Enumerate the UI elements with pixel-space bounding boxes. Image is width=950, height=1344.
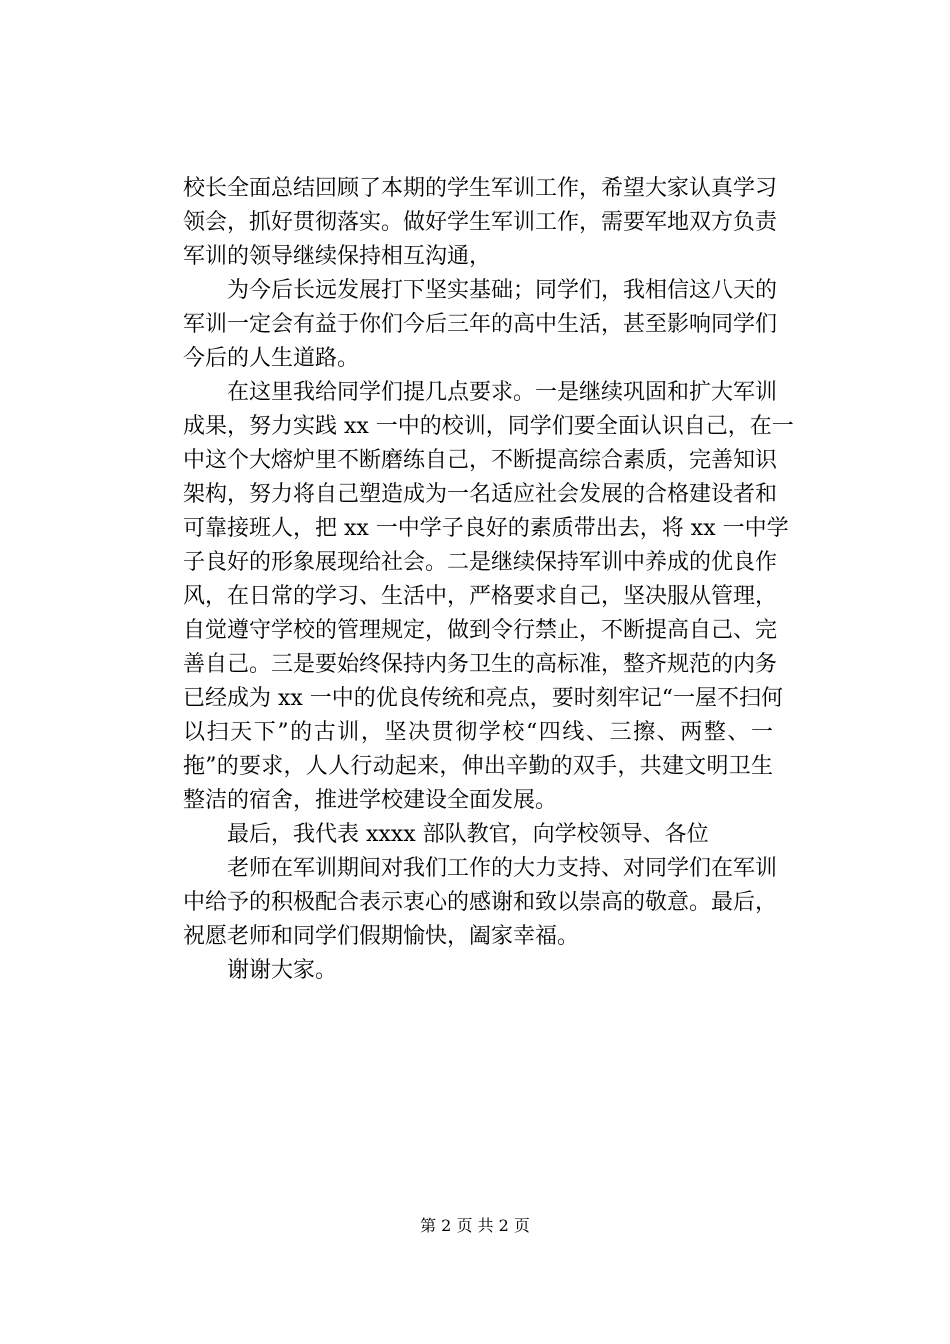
text-line: 整洁的宿舍，推进学校建设全面发展。 [183,788,558,813]
paragraph-start-line: 为今后长远发展打下坚实基础；同学们，我相信这八天的 [227,278,778,303]
text-line: 拖”的要求，人人行动起来，伸出辛勤的双手，共建文明卫生 [183,754,773,779]
text-line: 军训一定会有益于你们今后三年的高中生活，甚至影响同学们 [183,312,778,337]
text-line: 可靠接班人，把 xx 一中学子良好的素质带出去，将 xx 一中学 [183,516,789,541]
text-line: 成果，努力实践 xx 一中的校训，同学们要全面认识自己，在一 [183,414,794,439]
page-number-footer: 第 2 页 共 2 页 [420,1216,530,1235]
text-line: 中给予的积极配合表示衷心的感谢和致以崇高的敬意。最后， [183,890,778,915]
text-line: 今后的人生道路。 [183,346,360,371]
text-line: 善自己。三是要始终保持内务卫生的高标准，整齐规范的内务 [183,652,778,677]
text-line: 已经成为 xx 一中的优良传统和亮点，要时刻牢记“一屋不扫何 [183,686,784,711]
paragraph-start-line: 在这里我给同学们提几点要求。一是继续巩固和扩大军训 [227,380,778,405]
text-line: 祝愿老师和同学们假期愉快，阖家幸福。 [183,924,580,949]
document-body [183,172,794,988]
paragraph-start-line: 老师在军训期间对我们工作的大力支持、对同学们在军训 [227,856,778,881]
text-line: 以扫天下”的古训，坚决贯彻学校“四线、三擦、两整、一 [183,720,773,745]
text-line: 中这个大熔炉里不断磨练自己，不断提高综合素质，完善知识 [183,448,778,473]
text-line: 自觉遵守学校的管理规定，做到令行禁止，不断提高自己、完 [183,618,778,643]
text-line: 子良好的形象展现给社会。二是继续保持军训中养成的优良作 [183,550,778,575]
text-line: 架构，努力将自己塑造成为一名适应社会发展的合格建设者和 [183,482,778,507]
paragraph-start-line: 最后，我代表 xxxx 部队教官，向学校领导、各位 [227,822,709,847]
text-line: 风，在日常的学习、生活中，严格要求自己，坚决服从管理， [183,584,778,609]
text-line: 军训的领导继续保持相互沟通， [183,244,492,269]
text-line: 领会，抓好贯彻落实。做好学生军训工作，需要军地双方负责 [183,210,778,235]
closing-line: 谢谢大家。 [227,958,338,983]
text-line: 校长全面总结回顾了本期的学生军训工作，希望大家认真学习 [183,176,778,201]
